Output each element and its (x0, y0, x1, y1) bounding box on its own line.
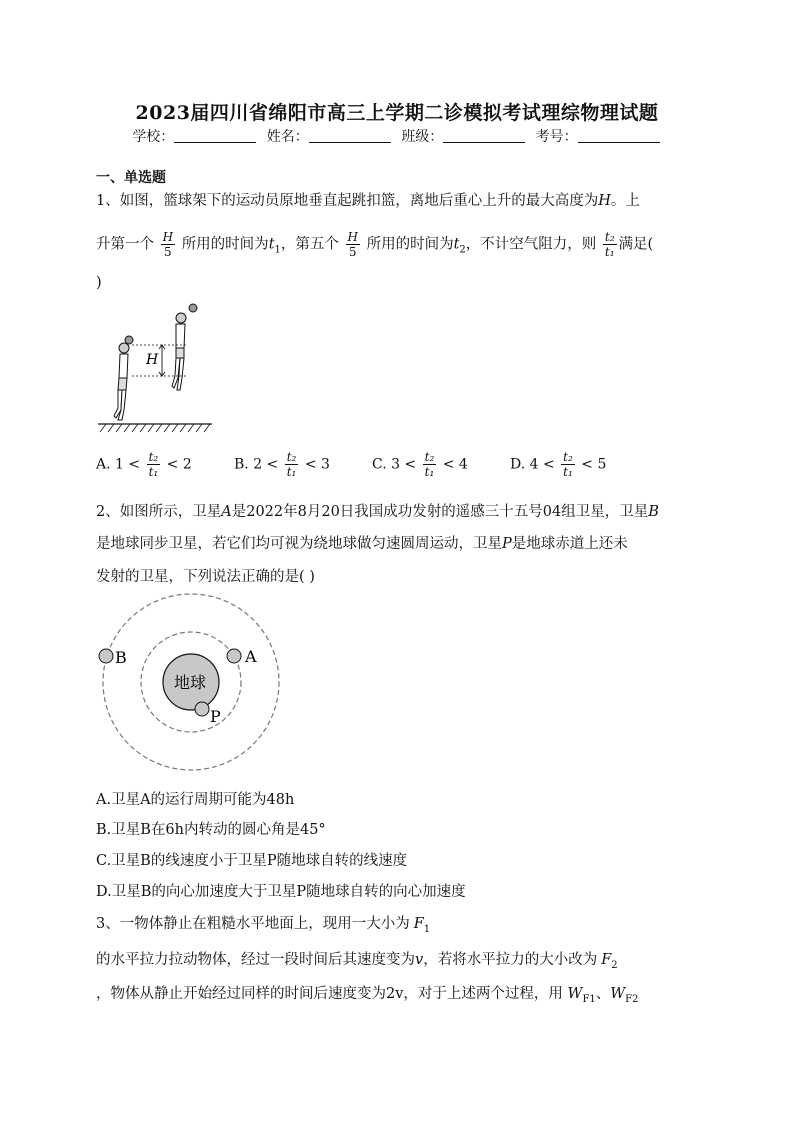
frac-den: 5 (348, 245, 357, 259)
class-blank[interactable] (443, 130, 525, 143)
frac-num: t₂ (604, 230, 615, 244)
q1-option-b[interactable] (234, 450, 330, 479)
page-title: 2023届四川省绵阳市高三上学期二诊模拟考试理综物理试题 (135, 102, 659, 124)
satellite-p-label: P (210, 707, 221, 726)
q2-orbit-figure (96, 590, 286, 775)
frac-den: t₁ (604, 245, 615, 259)
frac-den: t₁ (563, 465, 573, 479)
var-a: A (221, 504, 232, 520)
height-label: H (146, 352, 159, 368)
q3-text: ，若将水平拉力的大小改为 (423, 952, 598, 968)
q1-text: ，不计空气阻力，则 (465, 236, 597, 253)
student-info-row (0, 126, 794, 146)
q1-text: 1、如图，篮球架下的运动员原地垂直起跳扣篮，离地后重心上升的最大高度为 (96, 193, 599, 209)
option-prefix: C. 3 < (372, 456, 417, 473)
q3-text: 3、一物体静止在粗糙水平地面上，现用一大小为 (96, 916, 410, 932)
var-w: W (610, 986, 626, 1002)
section-heading: 一、单选题 (96, 170, 166, 186)
q1-option-c[interactable] (372, 450, 468, 479)
q3-line-3 (96, 982, 638, 1005)
option-prefix: D. 4 < (510, 456, 555, 473)
q3-line-1 (96, 912, 430, 935)
q3-line-2 (96, 948, 618, 971)
q3-text: 的水平拉力拉动物体，经过一段时间后其速度变为 (96, 952, 415, 968)
player-standing (114, 336, 133, 420)
q1-option-d[interactable] (510, 450, 606, 479)
subscript: 1 (423, 923, 431, 935)
option-prefix: A. 1 < (96, 456, 141, 473)
var-f: F (601, 952, 612, 968)
earth-label: 地球 (174, 673, 207, 692)
var-p: P (502, 536, 512, 552)
frac-den: t₁ (148, 465, 159, 479)
name-label: 姓名： (266, 129, 309, 145)
q1-option-a[interactable] (96, 450, 192, 479)
q2-text: 2、如图所示，卫星 (96, 504, 222, 520)
satellite-p (195, 702, 209, 716)
q2-option-c[interactable]: C.卫星B的线速度小于卫星P随地球自转的线速度 (96, 853, 408, 869)
fraction-t2-over-t1 (147, 450, 161, 479)
fraction-t2-over-t1 (603, 230, 617, 259)
frac-num: t₂ (563, 450, 573, 464)
q1-text: 所用的时间为 (366, 236, 454, 253)
option-suffix: < 5 (581, 456, 607, 473)
option-prefix: B. 2 < (234, 456, 279, 473)
var-w: W (567, 986, 583, 1002)
q1-text: 升第一个 (96, 236, 154, 253)
option-suffix: < 4 (442, 456, 468, 473)
q1-jump-figure (96, 298, 216, 438)
q2-line-3: 发射的卫星，下列说法正确的是( ) (96, 569, 315, 585)
satellite-a-label: A (245, 647, 257, 666)
q2-line-1 (96, 500, 659, 521)
q1-text: 所用的时间为 (181, 236, 269, 253)
q1-text-end: 。上 (610, 193, 640, 209)
subscript: 2 (459, 244, 466, 256)
frac-den: t₁ (424, 465, 435, 479)
fraction-t2-over-t1 (285, 450, 299, 479)
frac-num: t₂ (148, 450, 159, 464)
fraction-t2-over-t1 (561, 450, 575, 479)
school-blank[interactable] (174, 130, 256, 143)
frac-num: t₂ (286, 450, 297, 464)
var-b: B (648, 504, 659, 520)
var-t: t (453, 236, 460, 253)
subscript: 2 (611, 959, 618, 971)
fraction-h-over-5 (346, 230, 360, 259)
class-label: 班级： (401, 129, 444, 145)
frac-den: 5 (164, 245, 172, 259)
satellite-b (99, 649, 113, 663)
fraction-h-over-5 (161, 230, 175, 259)
option-suffix: < 3 (304, 456, 330, 473)
var-f: F (413, 916, 424, 932)
q2-line-2 (96, 532, 628, 553)
exam-no-blank[interactable] (578, 130, 660, 143)
school-label: 学校： (132, 129, 175, 145)
ground-hatch (100, 424, 210, 432)
option-suffix: < 2 (166, 456, 192, 473)
name-blank[interactable] (309, 130, 391, 143)
subscript: F2 (625, 993, 639, 1005)
q2-option-a[interactable]: A.卫星A的运行周期可能为48h (96, 792, 295, 808)
q2-text: 是2022年8月20日我国成功发射的遥感三十五号04组卫星，卫星 (231, 504, 649, 520)
q1-line-3: ) (96, 275, 102, 291)
q3-text: ，物体从静止开始经过同样的时间后速度变为2v，对于上述两个过程，用 (96, 986, 563, 1002)
frac-num: H (162, 230, 174, 244)
frac-den: t₁ (286, 465, 297, 479)
fraction-t2-over-t1 (423, 450, 437, 479)
q2-text: 是地球同步卫星，若它们均可视为绕地球做匀速圆周运动，卫星 (96, 536, 502, 552)
frac-num: t₂ (424, 450, 435, 464)
subscript: F1 (582, 993, 596, 1005)
var-t: t (268, 236, 275, 253)
frac-num: H (347, 230, 358, 244)
q1-text: 满足( (618, 236, 654, 253)
q2-option-b[interactable]: B.卫星B在6h内转动的圆心角是45° (96, 822, 326, 838)
q2-text: 是地球赤道上还未 (511, 536, 628, 552)
var-v: v (415, 952, 424, 968)
satellite-b-label: B (115, 648, 127, 667)
player-jumping (172, 304, 197, 390)
q1-var-h: H (598, 193, 611, 209)
separator: 、 (595, 986, 611, 1002)
q2-option-d[interactable]: D.卫星B的向心加速度大于卫星P随地球自转的向心加速度 (96, 884, 466, 900)
subscript: 1 (274, 244, 281, 256)
q1-line-1 (96, 189, 640, 210)
q1-text: ，第五个 (280, 236, 339, 253)
q1-line-2 (96, 230, 653, 259)
satellite-a (227, 649, 241, 663)
exam-no-label: 考号： (535, 129, 578, 145)
